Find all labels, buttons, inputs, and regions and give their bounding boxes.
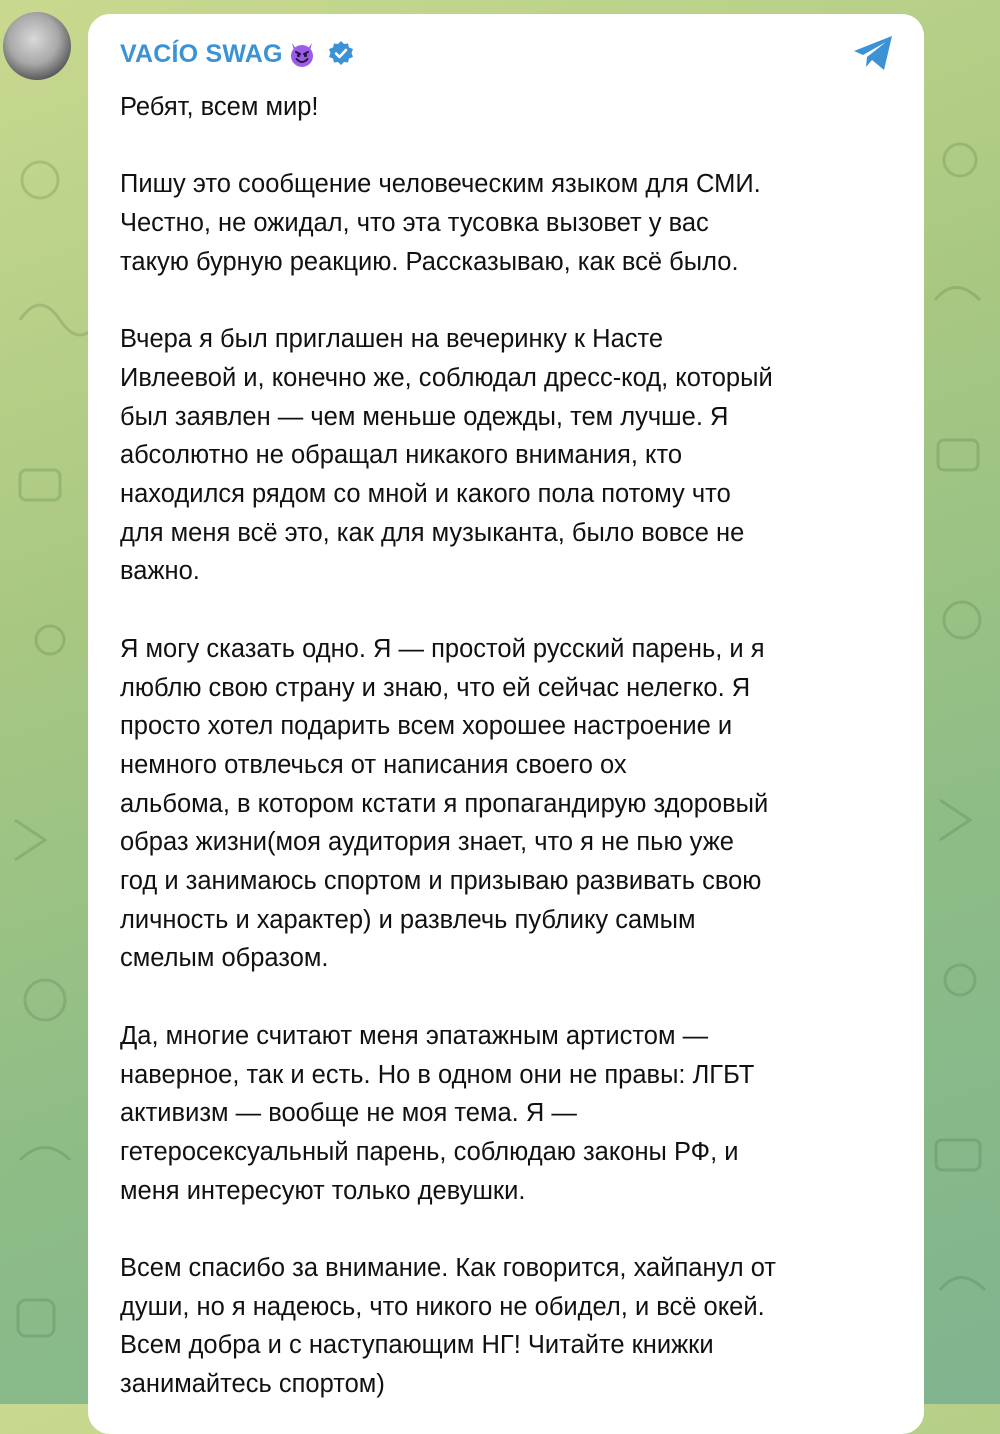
message-paragraph: Да, многие считают меня эпатажным артистом — наверное, так и есть. Но в одном они не правы: ЛГБТ активизм — вообще не моя тема. Я — гетеросексуальный парень, соблюдаю законы РФ, и меня интересуют только девушки. — [120, 1021, 755, 1205]
verified-badge-icon — [327, 40, 355, 68]
message-text — [120, 88, 910, 1404]
smiling-devil-icon — [287, 39, 317, 69]
message-header — [120, 34, 355, 74]
message-paragraph: Ребят, всем мир! — [120, 93, 319, 121]
message-paragraph: Пишу это сообщение человеческим языком для СМИ. Честно, не ожидал, что эта тусовка вызовет у вас такую бурную реакцию. Рассказываю, как всё было. — [120, 170, 761, 276]
avatar[interactable] — [3, 12, 71, 80]
message-paragraph: Вчера я был приглашен на вечеринку к Насте Ивлеевой и, конечно же, соблюдал дресс-код, который был заявлен — чем меньше одежды, тем лучше. Я абсолютно не обращал никакого внимания, кто находился рядом со мной и какого пола потому что для меня всё это, как для музыканта, было вовсе не важно. — [120, 325, 773, 586]
message-paragraph: Я могу сказать одно. Я — простой русский парень, и я люблю свою страну и знаю, что ей сейчас нелегко. Я просто хотел подарить всем хорошее настроение и немного отвлечься от написания своего ох альбома, в котором кстати я пропагандирую здоровый образ жизни(моя аудитория знает, что я не пью уже год и занимаюсь спортом и призываю развивать свою личность и характер) и развлечь публику самым смелым образом. — [120, 634, 769, 973]
telegram-share-icon[interactable] — [848, 28, 898, 78]
sender-name[interactable]: VACÍO SWAG — [120, 39, 283, 68]
message-paragraph: Всем спасибо за внимание. Как говорится, хайпанул от души, но я надеюсь, что никого не обидел, и всё окей. Всем добра и с наступающим НГ! Читайте книжки занимайтесь спортом) — [120, 1254, 776, 1399]
